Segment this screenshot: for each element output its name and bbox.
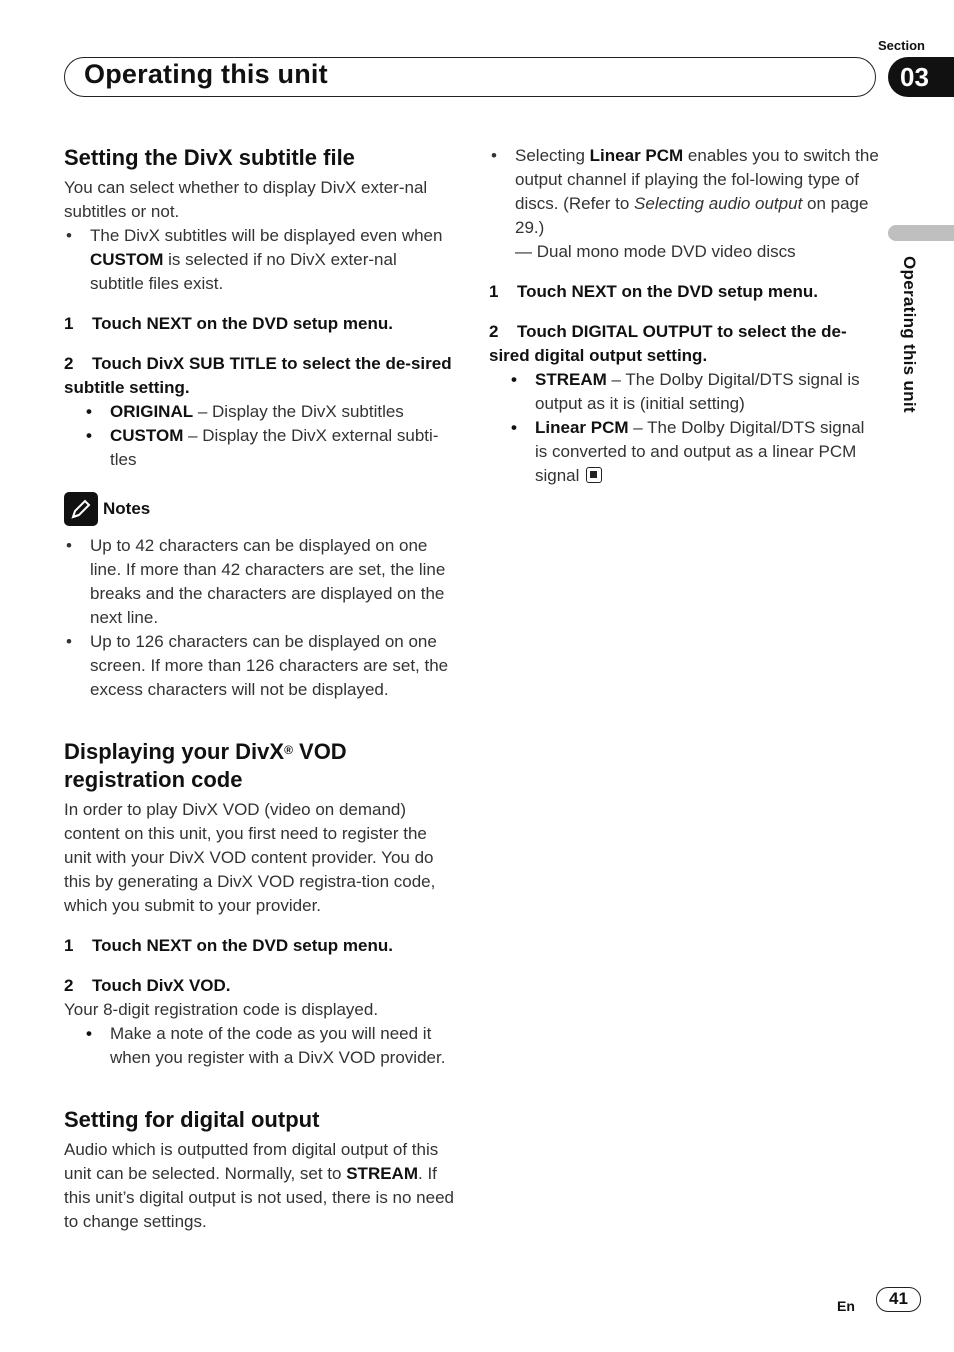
- paragraph-subtitle-intro: You can select whether to display DivX exter-nal subtitles or not.: [64, 178, 428, 221]
- list-item: • Linear PCM – The Dolby Digital/DTS signal is converted to and output as a linear PCM signal: [489, 416, 879, 488]
- step-2: 2 Touch DivX SUB TITLE to select the de-sired subtitle setting.: [64, 354, 452, 397]
- paragraph-digital-output-intro: Audio which is outputted from digital output of this unit can be selected. Normally, set to STREAM. If this unit’s digital output is not used, there is no need to change settings.: [64, 1140, 454, 1231]
- notes-list: [64, 534, 454, 702]
- step-2: 2 Touch DivX VOD.: [64, 976, 231, 995]
- heading-divx-vod: Displaying your DivX® VOD registration code: [64, 739, 347, 792]
- section-number-badge: 03: [888, 57, 954, 97]
- digital-output-options-list: [489, 368, 879, 488]
- list-item: • Selecting Linear PCM enables you to switch the output channel if playing the fol-lowing type of discs. (Refer to Selecting audio output on page 29.): [489, 144, 879, 240]
- list-item: • The DivX subtitles will be displayed even when CUSTOM is selected if no DivX exter-nal subtitle files exist.: [64, 224, 454, 296]
- list-item: • Up to 42 characters can be displayed on one line. If more than 42 characters are set, the line breaks and the characters are displayed on the next line.: [64, 534, 454, 630]
- vod-bullet-list: [64, 1022, 454, 1070]
- heading-divx-subtitle: Setting the DivX subtitle file: [64, 145, 355, 170]
- step-2: 2 Touch DIGITAL OUTPUT to select the de-sired digital output setting.: [489, 322, 847, 365]
- paragraph-vod-result: Your 8-digit registration code is displayed.: [64, 1000, 379, 1019]
- page-title: Operating this unit: [84, 59, 328, 89]
- stop-square-icon: [586, 467, 602, 483]
- step-1: 1 Touch NEXT on the DVD setup menu.: [64, 936, 393, 955]
- side-tab-bar: [888, 225, 954, 241]
- right-column: [489, 144, 879, 488]
- paragraph-vod-intro: In order to play DivX VOD (video on demand) content on this unit, you first need to register the unit with your DivX VOD content provider. You do this by generating a DivX VOD registra-tion code, which you submit to your provider.: [64, 800, 436, 915]
- left-column: [64, 144, 454, 1234]
- list-item: • CUSTOM – Display the DivX external subti-tles: [64, 424, 454, 472]
- dash-item: — Dual mono mode DVD video discs: [515, 242, 796, 261]
- list-item: • STREAM – The Dolby Digital/DTS signal is output as it is (initial setting): [489, 368, 879, 416]
- section-label: Section: [878, 38, 925, 53]
- step-1: 1 Touch NEXT on the DVD setup menu.: [64, 314, 393, 333]
- page-number: 41: [876, 1287, 921, 1312]
- side-tab-label: Operating this unit: [900, 256, 919, 413]
- subtitle-options-list: [64, 400, 454, 472]
- subtitle-bullet-list: [64, 224, 454, 296]
- list-item: • Make a note of the code as you will need it when you register with a DivX VOD provider.: [64, 1022, 454, 1070]
- pencil-note-icon: [64, 492, 98, 526]
- digital-output-bullet-list: [489, 144, 879, 240]
- step-1: 1 Touch NEXT on the DVD setup menu.: [489, 282, 818, 301]
- notes-header: [64, 492, 454, 526]
- footer-language: En: [837, 1298, 855, 1314]
- list-item: • Up to 126 characters can be displayed on one screen. If more than 126 characters are set, the excess characters will not be displayed.: [64, 630, 454, 702]
- notes-title: Notes: [103, 499, 151, 518]
- list-item: • ORIGINAL – Display the DivX subtitles: [64, 400, 454, 424]
- heading-digital-output: Setting for digital output: [64, 1107, 320, 1132]
